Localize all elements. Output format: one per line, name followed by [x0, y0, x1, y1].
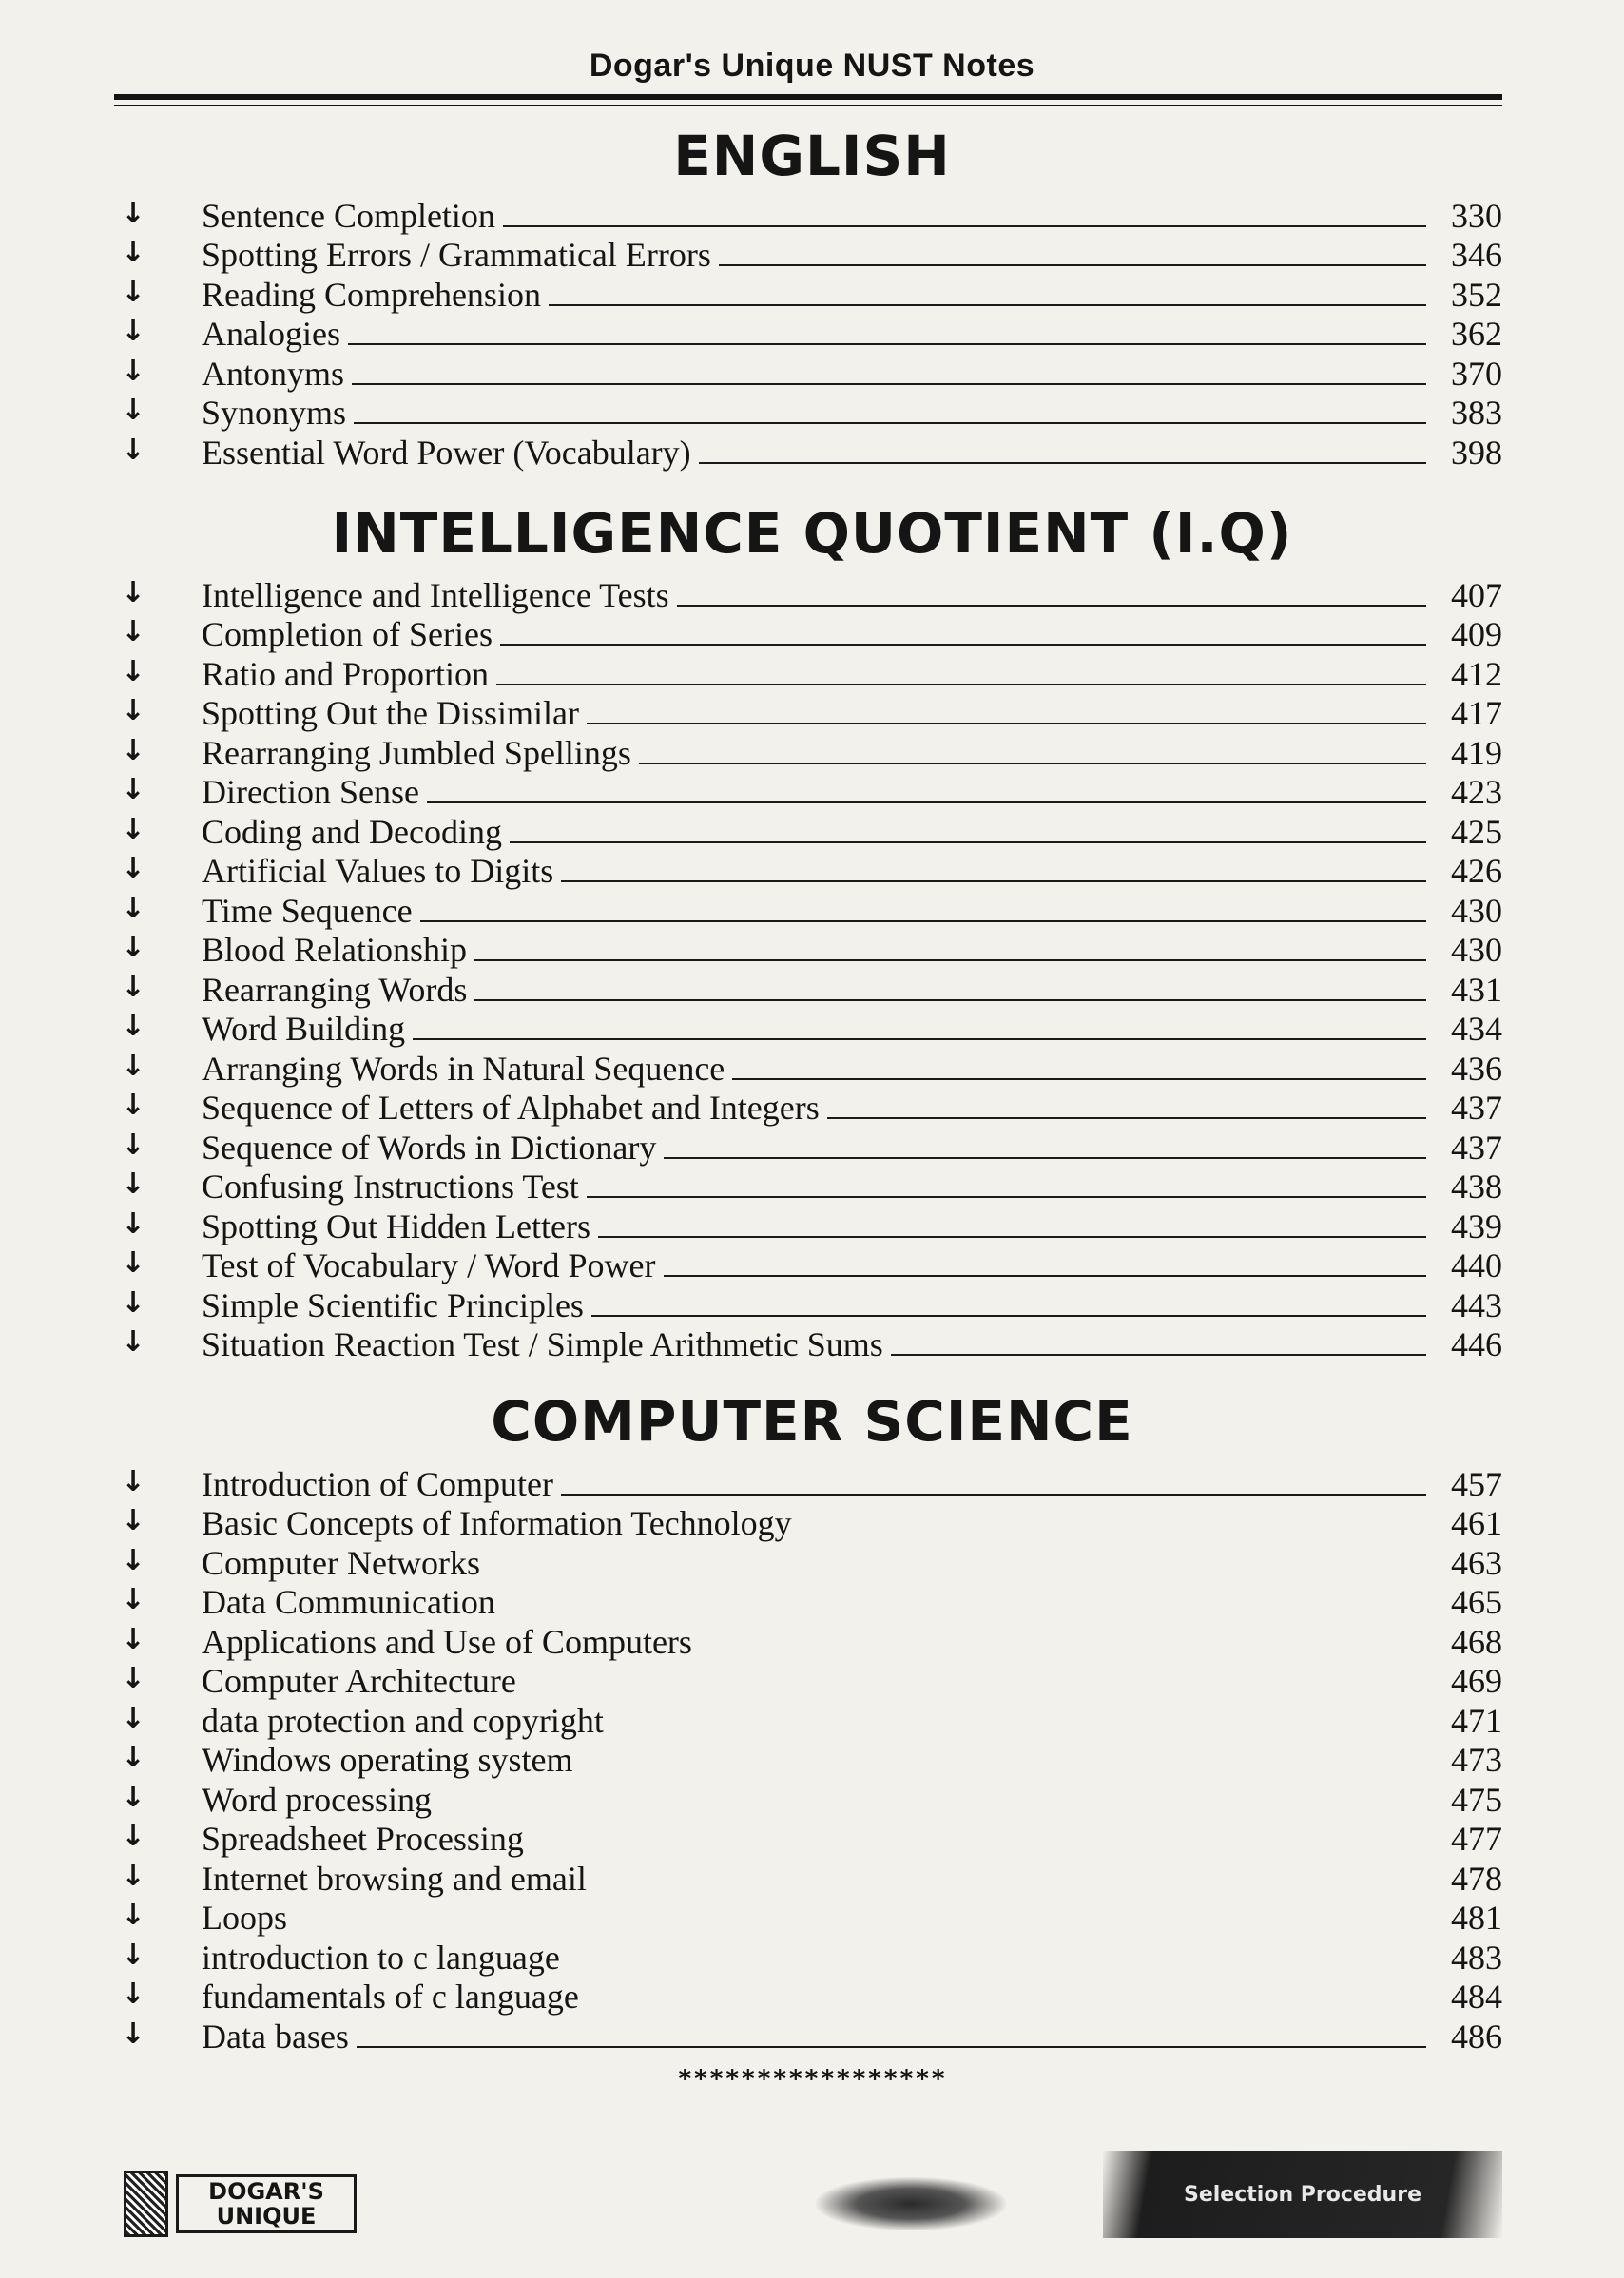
- toc-entry-page: 465: [1451, 1583, 1502, 1621]
- toc-entry-page: 463: [1451, 1543, 1502, 1582]
- toc-entry: [114, 1778, 1502, 1818]
- toc-entry-page: 436: [1451, 1049, 1502, 1088]
- down-arrow-bullet-icon: ↓: [121, 1622, 145, 1656]
- leader-line: [800, 1533, 1426, 1535]
- down-arrow-bullet-icon: ↓: [121, 1464, 145, 1498]
- down-arrow-bullet-icon: ↓: [121, 1662, 145, 1695]
- down-arrow-bullet-icon: ↓: [121, 1010, 145, 1043]
- toc-entry-page: 362: [1451, 315, 1502, 353]
- toc-entry-title: Direction Sense: [202, 773, 419, 811]
- toc-entry-title: Internet browsing and email: [202, 1859, 587, 1898]
- toc-entry-title: Artificial Values to Digits: [202, 852, 554, 890]
- toc-entry-title: Spotting Out the Dissimilar: [202, 694, 580, 732]
- toc-entry-title: Computer Networks: [202, 1543, 480, 1582]
- toc-entry-page: 437: [1451, 1089, 1502, 1127]
- leader-line: [639, 763, 1426, 764]
- toc-entry: [114, 889, 1502, 929]
- toc-entry-page: 484: [1451, 1978, 1502, 2016]
- leader-line: [611, 1730, 1426, 1732]
- leader-line: [561, 880, 1426, 882]
- leader-line: [352, 383, 1426, 385]
- down-arrow-bullet-icon: ↓: [121, 1899, 145, 1932]
- toc-entry-title: Word Building: [202, 1010, 406, 1048]
- toc-entry-title: Introduction of Computer: [202, 1464, 553, 1503]
- toc-entry-page: 409: [1451, 615, 1502, 653]
- leader-line: [348, 343, 1426, 345]
- toc-entry-page: 412: [1451, 654, 1502, 693]
- toc-list-iq: [114, 573, 1502, 1362]
- toc-entry-title: Sequence of Words in Dictionary: [202, 1128, 657, 1167]
- toc-entry: [114, 1739, 1502, 1779]
- toc-entry-title: Confusing Instructions Test: [202, 1168, 579, 1206]
- leader-line: [500, 644, 1426, 646]
- down-arrow-bullet-icon: ↓: [121, 1820, 145, 1853]
- toc-entry-page: 439: [1451, 1207, 1502, 1245]
- toc-entry-page: 417: [1451, 694, 1502, 732]
- toc-entry-title: fundamentals of c language: [202, 1978, 579, 2016]
- leader-line: [827, 1117, 1426, 1119]
- down-arrow-bullet-icon: ↓: [121, 1978, 145, 2011]
- toc-entry-title: Basic Concepts of Information Technology: [202, 1504, 792, 1542]
- leader-line: [503, 225, 1426, 227]
- leader-line: [699, 462, 1426, 464]
- toc-entry: [114, 1087, 1502, 1127]
- leader-line: [295, 1927, 1426, 1929]
- toc-entry: [114, 1205, 1502, 1245]
- leader-line: [532, 1848, 1426, 1850]
- toc-entry: [114, 1818, 1502, 1858]
- toc-entry-title: Intelligence and Intelligence Tests: [202, 575, 669, 614]
- leader-line: [439, 1809, 1426, 1811]
- toc-entry-title: Situation Reaction Test / Simple Arithmetic Sums: [202, 1325, 883, 1363]
- leader-line: [524, 1690, 1426, 1692]
- toc-entry-title: Windows operating system: [202, 1741, 573, 1779]
- toc-entry: [114, 1857, 1502, 1897]
- toc-entry: [114, 1462, 1502, 1502]
- toc-entry-title: introduction to c language: [202, 1938, 560, 1977]
- toc-entry-title: Data Communication: [202, 1583, 495, 1621]
- toc-entry-page: 469: [1451, 1662, 1502, 1700]
- toc-entry-title: Sentence Completion: [202, 196, 495, 235]
- down-arrow-bullet-icon: ↓: [121, 315, 145, 348]
- leader-line: [591, 1315, 1426, 1317]
- leader-line: [510, 841, 1426, 843]
- toc-entry-title: Antonyms: [202, 354, 345, 393]
- down-arrow-bullet-icon: ↓: [121, 1701, 145, 1735]
- toc-entry-title: Reading Comprehension: [202, 275, 541, 314]
- toc-entry: [114, 771, 1502, 811]
- down-arrow-bullet-icon: ↓: [121, 891, 145, 925]
- section-title-iq: INTELLIGENCE QUOTIENT (I.Q): [331, 501, 1293, 566]
- toc-entry-page: 407: [1451, 575, 1502, 614]
- down-arrow-bullet-icon: ↓: [121, 2017, 145, 2051]
- toc-entry-page: 468: [1451, 1622, 1502, 1661]
- toc-entry: [114, 929, 1502, 969]
- leader-line: [587, 723, 1426, 724]
- toc-entry-title: Arranging Words in Natural Sequence: [202, 1049, 725, 1088]
- leader-line: [420, 920, 1426, 922]
- toc-entry: [114, 1699, 1502, 1739]
- toc-entry: [114, 1660, 1502, 1700]
- toc-entry-title: Spotting Errors / Grammatical Errors: [202, 236, 711, 274]
- toc-entry: [114, 1245, 1502, 1284]
- down-arrow-bullet-icon: ↓: [121, 1859, 145, 1893]
- toc-entry-title: Spreadsheet Processing: [202, 1820, 524, 1858]
- toc-entry: [114, 652, 1502, 692]
- toc-entry-page: 383: [1451, 394, 1502, 432]
- leader-line: [581, 1769, 1427, 1771]
- toc-entry-title: Rearranging Words: [202, 970, 468, 1009]
- toc-entry-page: 434: [1451, 1010, 1502, 1048]
- toc-entry-title: Loops: [202, 1899, 287, 1937]
- toc-entry-title: Test of Vocabulary / Word Power: [202, 1246, 656, 1284]
- leader-line: [700, 1651, 1426, 1653]
- down-arrow-bullet-icon: ↓: [121, 1543, 145, 1577]
- toc-entry: [114, 1936, 1502, 1976]
- leader-line: [719, 264, 1426, 266]
- down-arrow-bullet-icon: ↓: [121, 773, 145, 806]
- leader-line: [664, 1157, 1426, 1159]
- leader-line: [357, 2046, 1426, 2048]
- down-arrow-bullet-icon: ↓: [121, 196, 145, 230]
- toc-entry-page: 426: [1451, 852, 1502, 890]
- toc-entry: [114, 1284, 1502, 1323]
- toc-entry: [114, 1897, 1502, 1937]
- toc-entry-title: Data bases: [202, 2017, 349, 2056]
- toc-entry: [114, 1323, 1502, 1363]
- toc-entry-page: 440: [1451, 1246, 1502, 1284]
- toc-entry-title: Ratio and Proportion: [202, 654, 489, 693]
- toc-entry-title: data protection and copyright: [202, 1701, 604, 1740]
- toc-entry: [114, 234, 1502, 274]
- down-arrow-bullet-icon: ↓: [121, 236, 145, 269]
- toc-entry-title: Rearranging Jumbled Spellings: [202, 733, 631, 772]
- toc-entry-page: 457: [1451, 1464, 1502, 1503]
- leader-line: [587, 2006, 1426, 2008]
- toc-entry-title: Synonyms: [202, 394, 347, 432]
- toc-entry-page: 471: [1451, 1701, 1502, 1740]
- toc-entry-title: Blood Relationship: [202, 931, 467, 969]
- toc-entry-title: Essential Word Power (Vocabulary): [202, 433, 691, 472]
- publisher-logo-text: DOGAR'S UNIQUE: [176, 2174, 357, 2233]
- toc-entry-page: 438: [1451, 1168, 1502, 1206]
- leader-line: [568, 1967, 1426, 1969]
- toc-entry-title: Spotting Out Hidden Letters: [202, 1207, 590, 1245]
- running-head: Dogar's Unique NUST Notes: [589, 48, 1035, 84]
- toc-entry-page: 330: [1451, 196, 1502, 235]
- toc-list-computer-science: [114, 1462, 1502, 2055]
- toc-entry: [114, 1008, 1502, 1048]
- down-arrow-bullet-icon: ↓: [121, 1938, 145, 1972]
- toc-entry-title: Time Sequence: [202, 891, 413, 930]
- down-arrow-bullet-icon: ↓: [121, 394, 145, 427]
- down-arrow-bullet-icon: ↓: [121, 1780, 145, 1814]
- toc-entry-page: 486: [1451, 2017, 1502, 2056]
- down-arrow-bullet-icon: ↓: [121, 1741, 145, 1774]
- toc-entry: [114, 194, 1502, 234]
- leader-line: [664, 1275, 1426, 1277]
- toc-entry: [114, 613, 1502, 653]
- leader-line: [474, 999, 1426, 1001]
- toc-entry: [114, 352, 1502, 392]
- down-arrow-bullet-icon: ↓: [121, 275, 145, 309]
- toc-entry-page: 419: [1451, 733, 1502, 772]
- down-arrow-bullet-icon: ↓: [121, 733, 145, 767]
- down-arrow-bullet-icon: ↓: [121, 575, 145, 609]
- toc-entry-title: Sequence of Letters of Alphabet and Integers: [202, 1089, 820, 1127]
- down-arrow-bullet-icon: ↓: [121, 1049, 145, 1083]
- toc-entry-page: 430: [1451, 931, 1502, 969]
- toc-entry: [114, 1581, 1502, 1621]
- toc-entry-title: Computer Architecture: [202, 1662, 516, 1700]
- leader-line: [677, 605, 1426, 607]
- down-arrow-bullet-icon: ↓: [121, 1168, 145, 1201]
- leader-line: [598, 1236, 1426, 1238]
- toc-entry-page: 431: [1451, 970, 1502, 1009]
- leader-line: [503, 1612, 1426, 1613]
- toc-entry-page: 481: [1451, 1899, 1502, 1937]
- toc-entry: [114, 731, 1502, 771]
- toc-entry: [114, 1047, 1502, 1087]
- leader-line: [561, 1494, 1426, 1496]
- toc-entry: [114, 2015, 1502, 2055]
- down-arrow-bullet-icon: ↓: [121, 694, 145, 727]
- toc-entry-page: 443: [1451, 1285, 1502, 1324]
- footer-stamp: [1103, 2151, 1502, 2238]
- toc-entry: [114, 1620, 1502, 1660]
- toc-entry: [114, 1541, 1502, 1581]
- toc-entry-page: 398: [1451, 433, 1502, 472]
- leader-line: [413, 1038, 1426, 1040]
- toc-entry: [114, 1166, 1502, 1206]
- toc-entry-page: 461: [1451, 1504, 1502, 1542]
- down-arrow-bullet-icon: ↓: [121, 615, 145, 648]
- down-arrow-bullet-icon: ↓: [121, 970, 145, 1004]
- down-arrow-bullet-icon: ↓: [121, 1583, 145, 1616]
- toc-entry-title: Coding and Decoding: [202, 812, 502, 851]
- toc-entry-page: 370: [1451, 354, 1502, 393]
- leader-line: [488, 1573, 1426, 1574]
- down-arrow-bullet-icon: ↓: [121, 1089, 145, 1122]
- section-title-computer-science: COMPUTER SCIENCE: [491, 1389, 1133, 1454]
- leader-line: [549, 304, 1426, 306]
- end-marker: *****************: [677, 2065, 947, 2094]
- down-arrow-bullet-icon: ↓: [121, 1128, 145, 1162]
- toc-entry-title: Completion of Series: [202, 615, 493, 653]
- toc-entry-page: 475: [1451, 1780, 1502, 1819]
- toc-entry: [114, 968, 1502, 1008]
- toc-entry: [114, 573, 1502, 613]
- leader-line: [732, 1078, 1426, 1080]
- leader-line: [474, 959, 1426, 961]
- down-arrow-bullet-icon: ↓: [121, 1246, 145, 1280]
- toc-entry: [114, 850, 1502, 890]
- down-arrow-bullet-icon: ↓: [121, 1207, 145, 1241]
- toc-entry: [114, 1976, 1502, 2016]
- toc-entry: [114, 692, 1502, 732]
- toc-entry: [114, 313, 1502, 353]
- ink-smudge: [816, 2177, 1006, 2230]
- leader-line: [354, 422, 1426, 424]
- footer-stamp-text: Selection Procedure: [1184, 2182, 1421, 2207]
- toc-entry-page: 437: [1451, 1128, 1502, 1167]
- toc-entry-title: Applications and Use of Computers: [202, 1622, 692, 1661]
- toc-list-english: [114, 194, 1502, 471]
- toc-entry-page: 478: [1451, 1859, 1502, 1898]
- toc-entry-title: Analogies: [202, 315, 340, 353]
- toc-entry-page: 425: [1451, 812, 1502, 851]
- toc-entry-title: Simple Scientific Principles: [202, 1285, 584, 1324]
- leader-line: [587, 1196, 1426, 1198]
- toc-entry-title: Word processing: [202, 1780, 433, 1819]
- toc-entry: [114, 431, 1502, 471]
- publisher-emblem-icon: [124, 2171, 168, 2237]
- leader-line: [594, 1888, 1426, 1890]
- toc-entry-page: 483: [1451, 1938, 1502, 1977]
- toc-entry-page: 346: [1451, 236, 1502, 274]
- toc-entry: [114, 1502, 1502, 1542]
- section-title-english: ENGLISH: [673, 124, 951, 188]
- publisher-logo: [124, 2168, 357, 2240]
- header-rule-thin: [114, 105, 1502, 106]
- down-arrow-bullet-icon: ↓: [121, 852, 145, 885]
- leader-line: [427, 801, 1426, 803]
- toc-entry-page: 446: [1451, 1325, 1502, 1363]
- toc-entry: [114, 392, 1502, 432]
- toc-entry-page: 352: [1451, 275, 1502, 314]
- down-arrow-bullet-icon: ↓: [121, 433, 145, 467]
- toc-entry-page: 477: [1451, 1820, 1502, 1858]
- header-rule-thick: [114, 94, 1502, 100]
- toc-entry-page: 430: [1451, 891, 1502, 930]
- down-arrow-bullet-icon: ↓: [121, 931, 145, 964]
- leader-line: [496, 684, 1426, 685]
- toc-entry-page: 473: [1451, 1741, 1502, 1779]
- down-arrow-bullet-icon: ↓: [121, 354, 145, 388]
- down-arrow-bullet-icon: ↓: [121, 1325, 145, 1359]
- leader-line: [891, 1354, 1426, 1356]
- down-arrow-bullet-icon: ↓: [121, 654, 145, 688]
- down-arrow-bullet-icon: ↓: [121, 1504, 145, 1537]
- toc-entry: [114, 273, 1502, 313]
- toc-entry-page: 423: [1451, 773, 1502, 811]
- toc-entry: [114, 1126, 1502, 1166]
- toc-entry: [114, 810, 1502, 850]
- down-arrow-bullet-icon: ↓: [121, 1285, 145, 1320]
- down-arrow-bullet-icon: ↓: [121, 812, 145, 846]
